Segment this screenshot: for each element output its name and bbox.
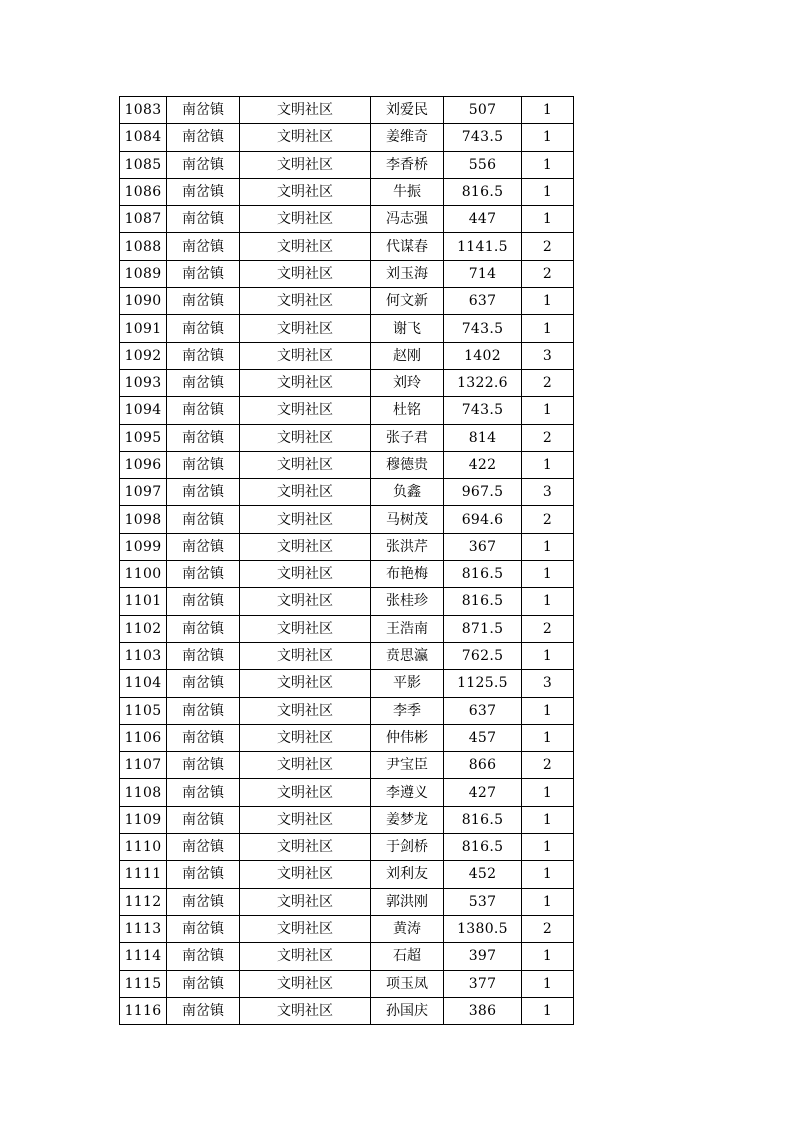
cell-serial-number: 1116 <box>120 997 167 1024</box>
cell-amount: 816.5 <box>444 178 522 205</box>
table-row <box>120 915 574 942</box>
cell-serial-number: 1090 <box>120 288 167 315</box>
cell-town: 南岔镇 <box>167 506 240 533</box>
cell-person-name: 姜维奇 <box>371 124 444 151</box>
cell-town: 南岔镇 <box>167 997 240 1024</box>
cell-person-name: 李遵义 <box>371 779 444 806</box>
cell-person-name: 石超 <box>371 943 444 970</box>
cell-count: 1 <box>522 397 574 424</box>
cell-person-name: 于剑桥 <box>371 834 444 861</box>
cell-person-name: 姜梦龙 <box>371 806 444 833</box>
cell-amount: 1380.5 <box>444 915 522 942</box>
cell-town: 南岔镇 <box>167 533 240 560</box>
cell-count: 3 <box>522 342 574 369</box>
cell-serial-number: 1087 <box>120 206 167 233</box>
cell-serial-number: 1114 <box>120 943 167 970</box>
cell-community: 文明社区 <box>240 642 371 669</box>
cell-community: 文明社区 <box>240 615 371 642</box>
cell-amount: 816.5 <box>444 834 522 861</box>
cell-amount: 816.5 <box>444 806 522 833</box>
cell-count: 1 <box>522 288 574 315</box>
cell-serial-number: 1092 <box>120 342 167 369</box>
cell-serial-number: 1108 <box>120 779 167 806</box>
cell-count: 2 <box>522 506 574 533</box>
cell-count: 2 <box>522 233 574 260</box>
cell-amount: 397 <box>444 943 522 970</box>
table-row <box>120 752 574 779</box>
cell-person-name: 谢飞 <box>371 315 444 342</box>
cell-count: 1 <box>522 97 574 124</box>
cell-serial-number: 1089 <box>120 260 167 287</box>
table-row <box>120 233 574 260</box>
cell-person-name: 贲思瀛 <box>371 642 444 669</box>
cell-serial-number: 1115 <box>120 970 167 997</box>
table-row <box>120 806 574 833</box>
cell-count: 3 <box>522 670 574 697</box>
cell-count: 1 <box>522 533 574 560</box>
cell-count: 1 <box>522 861 574 888</box>
cell-town: 南岔镇 <box>167 588 240 615</box>
cell-amount: 637 <box>444 288 522 315</box>
cell-serial-number: 1086 <box>120 178 167 205</box>
cell-town: 南岔镇 <box>167 561 240 588</box>
cell-serial-number: 1113 <box>120 915 167 942</box>
cell-serial-number: 1110 <box>120 834 167 861</box>
cell-town: 南岔镇 <box>167 178 240 205</box>
cell-count: 2 <box>522 915 574 942</box>
cell-town: 南岔镇 <box>167 806 240 833</box>
cell-amount: 452 <box>444 861 522 888</box>
cell-serial-number: 1112 <box>120 888 167 915</box>
cell-community: 文明社区 <box>240 861 371 888</box>
cell-community: 文明社区 <box>240 561 371 588</box>
cell-community: 文明社区 <box>240 888 371 915</box>
table-row <box>120 561 574 588</box>
cell-amount: 447 <box>444 206 522 233</box>
cell-town: 南岔镇 <box>167 451 240 478</box>
cell-community: 文明社区 <box>240 533 371 560</box>
cell-town: 南岔镇 <box>167 124 240 151</box>
table-row <box>120 315 574 342</box>
cell-town: 南岔镇 <box>167 151 240 178</box>
table-row <box>120 970 574 997</box>
cell-serial-number: 1101 <box>120 588 167 615</box>
cell-serial-number: 1100 <box>120 561 167 588</box>
table-row <box>120 342 574 369</box>
cell-amount: 1125.5 <box>444 670 522 697</box>
cell-community: 文明社区 <box>240 670 371 697</box>
cell-person-name: 王浩南 <box>371 615 444 642</box>
cell-community: 文明社区 <box>240 206 371 233</box>
cell-town: 南岔镇 <box>167 970 240 997</box>
table-row <box>120 206 574 233</box>
table-row <box>120 943 574 970</box>
cell-amount: 367 <box>444 533 522 560</box>
cell-person-name: 张洪芹 <box>371 533 444 560</box>
cell-community: 文明社区 <box>240 178 371 205</box>
table-row <box>120 451 574 478</box>
table-row <box>120 697 574 724</box>
cell-serial-number: 1104 <box>120 670 167 697</box>
table-row <box>120 260 574 287</box>
cell-serial-number: 1091 <box>120 315 167 342</box>
cell-count: 1 <box>522 451 574 478</box>
cell-count: 2 <box>522 369 574 396</box>
cell-town: 南岔镇 <box>167 233 240 260</box>
table-row <box>120 997 574 1024</box>
cell-amount: 743.5 <box>444 124 522 151</box>
cell-count: 2 <box>522 752 574 779</box>
cell-person-name: 尹宝臣 <box>371 752 444 779</box>
cell-amount: 422 <box>444 451 522 478</box>
cell-serial-number: 1107 <box>120 752 167 779</box>
table-row <box>120 178 574 205</box>
cell-community: 文明社区 <box>240 915 371 942</box>
cell-person-name: 布艳梅 <box>371 561 444 588</box>
cell-person-name: 代谋春 <box>371 233 444 260</box>
cell-town: 南岔镇 <box>167 670 240 697</box>
cell-community: 文明社区 <box>240 697 371 724</box>
cell-amount: 427 <box>444 779 522 806</box>
cell-community: 文明社区 <box>240 151 371 178</box>
table-row <box>120 533 574 560</box>
cell-community: 文明社区 <box>240 124 371 151</box>
cell-town: 南岔镇 <box>167 397 240 424</box>
cell-count: 1 <box>522 124 574 151</box>
cell-count: 1 <box>522 834 574 861</box>
cell-community: 文明社区 <box>240 752 371 779</box>
table-row <box>120 642 574 669</box>
cell-person-name: 刘爱民 <box>371 97 444 124</box>
cell-community: 文明社区 <box>240 834 371 861</box>
cell-count: 2 <box>522 424 574 451</box>
cell-serial-number: 1094 <box>120 397 167 424</box>
cell-amount: 694.6 <box>444 506 522 533</box>
cell-count: 1 <box>522 315 574 342</box>
cell-community: 文明社区 <box>240 588 371 615</box>
cell-serial-number: 1093 <box>120 369 167 396</box>
cell-person-name: 李季 <box>371 697 444 724</box>
data-table <box>119 96 574 1025</box>
cell-amount: 377 <box>444 970 522 997</box>
cell-amount: 866 <box>444 752 522 779</box>
table-row <box>120 397 574 424</box>
cell-town: 南岔镇 <box>167 206 240 233</box>
table-row <box>120 779 574 806</box>
cell-count: 1 <box>522 178 574 205</box>
cell-person-name: 刘玉海 <box>371 260 444 287</box>
cell-community: 文明社区 <box>240 451 371 478</box>
cell-community: 文明社区 <box>240 424 371 451</box>
cell-amount: 871.5 <box>444 615 522 642</box>
cell-count: 1 <box>522 970 574 997</box>
cell-amount: 743.5 <box>444 315 522 342</box>
cell-town: 南岔镇 <box>167 642 240 669</box>
cell-count: 1 <box>522 779 574 806</box>
cell-person-name: 黄涛 <box>371 915 444 942</box>
cell-count: 1 <box>522 697 574 724</box>
cell-amount: 762.5 <box>444 642 522 669</box>
table-row <box>120 479 574 506</box>
cell-town: 南岔镇 <box>167 861 240 888</box>
table-row <box>120 151 574 178</box>
table-row <box>120 424 574 451</box>
cell-person-name: 冯志强 <box>371 206 444 233</box>
cell-person-name: 郭洪刚 <box>371 888 444 915</box>
cell-person-name: 李香桥 <box>371 151 444 178</box>
cell-town: 南岔镇 <box>167 752 240 779</box>
table-row <box>120 124 574 151</box>
cell-community: 文明社区 <box>240 779 371 806</box>
cell-amount: 537 <box>444 888 522 915</box>
table-row <box>120 834 574 861</box>
cell-community: 文明社区 <box>240 260 371 287</box>
cell-amount: 507 <box>444 97 522 124</box>
cell-count: 1 <box>522 561 574 588</box>
cell-serial-number: 1097 <box>120 479 167 506</box>
cell-count: 2 <box>522 260 574 287</box>
cell-amount: 457 <box>444 724 522 751</box>
cell-serial-number: 1106 <box>120 724 167 751</box>
cell-community: 文明社区 <box>240 342 371 369</box>
cell-town: 南岔镇 <box>167 615 240 642</box>
cell-serial-number: 1084 <box>120 124 167 151</box>
table-body <box>120 97 574 1025</box>
cell-town: 南岔镇 <box>167 315 240 342</box>
cell-amount: 816.5 <box>444 588 522 615</box>
cell-town: 南岔镇 <box>167 342 240 369</box>
cell-town: 南岔镇 <box>167 697 240 724</box>
cell-person-name: 牛振 <box>371 178 444 205</box>
cell-count: 1 <box>522 206 574 233</box>
cell-count: 1 <box>522 588 574 615</box>
cell-count: 2 <box>522 615 574 642</box>
cell-community: 文明社区 <box>240 288 371 315</box>
cell-person-name: 杜铭 <box>371 397 444 424</box>
cell-count: 1 <box>522 997 574 1024</box>
table-row <box>120 724 574 751</box>
cell-amount: 967.5 <box>444 479 522 506</box>
cell-serial-number: 1109 <box>120 806 167 833</box>
cell-town: 南岔镇 <box>167 260 240 287</box>
cell-count: 1 <box>522 888 574 915</box>
cell-town: 南岔镇 <box>167 424 240 451</box>
cell-town: 南岔镇 <box>167 888 240 915</box>
cell-serial-number: 1111 <box>120 861 167 888</box>
cell-person-name: 张桂珍 <box>371 588 444 615</box>
cell-count: 1 <box>522 642 574 669</box>
table-row <box>120 588 574 615</box>
cell-amount: 1402 <box>444 342 522 369</box>
table-row <box>120 670 574 697</box>
cell-town: 南岔镇 <box>167 834 240 861</box>
cell-amount: 556 <box>444 151 522 178</box>
cell-person-name: 仲伟彬 <box>371 724 444 751</box>
table-row <box>120 861 574 888</box>
cell-community: 文明社区 <box>240 506 371 533</box>
cell-town: 南岔镇 <box>167 369 240 396</box>
cell-count: 3 <box>522 479 574 506</box>
cell-amount: 743.5 <box>444 397 522 424</box>
table-row <box>120 97 574 124</box>
cell-community: 文明社区 <box>240 943 371 970</box>
cell-amount: 714 <box>444 260 522 287</box>
cell-amount: 637 <box>444 697 522 724</box>
cell-serial-number: 1099 <box>120 533 167 560</box>
cell-person-name: 穆德贵 <box>371 451 444 478</box>
cell-community: 文明社区 <box>240 806 371 833</box>
cell-serial-number: 1102 <box>120 615 167 642</box>
cell-count: 1 <box>522 943 574 970</box>
cell-community: 文明社区 <box>240 233 371 260</box>
cell-town: 南岔镇 <box>167 479 240 506</box>
cell-person-name: 项玉凤 <box>371 970 444 997</box>
cell-person-name: 刘玲 <box>371 369 444 396</box>
cell-person-name: 赵刚 <box>371 342 444 369</box>
cell-community: 文明社区 <box>240 97 371 124</box>
cell-amount: 1141.5 <box>444 233 522 260</box>
cell-town: 南岔镇 <box>167 288 240 315</box>
cell-town: 南岔镇 <box>167 779 240 806</box>
cell-serial-number: 1085 <box>120 151 167 178</box>
cell-person-name: 平影 <box>371 670 444 697</box>
cell-person-name: 张子君 <box>371 424 444 451</box>
cell-person-name: 何文新 <box>371 288 444 315</box>
cell-count: 1 <box>522 151 574 178</box>
cell-serial-number: 1098 <box>120 506 167 533</box>
table-row <box>120 506 574 533</box>
table-row <box>120 615 574 642</box>
cell-town: 南岔镇 <box>167 724 240 751</box>
cell-amount: 816.5 <box>444 561 522 588</box>
cell-amount: 814 <box>444 424 522 451</box>
cell-community: 文明社区 <box>240 724 371 751</box>
cell-amount: 1322.6 <box>444 369 522 396</box>
cell-town: 南岔镇 <box>167 97 240 124</box>
table-row <box>120 888 574 915</box>
cell-serial-number: 1096 <box>120 451 167 478</box>
cell-town: 南岔镇 <box>167 915 240 942</box>
cell-person-name: 负鑫 <box>371 479 444 506</box>
table-row <box>120 288 574 315</box>
cell-serial-number: 1103 <box>120 642 167 669</box>
cell-community: 文明社区 <box>240 970 371 997</box>
cell-serial-number: 1105 <box>120 697 167 724</box>
cell-serial-number: 1083 <box>120 97 167 124</box>
cell-community: 文明社区 <box>240 397 371 424</box>
cell-count: 1 <box>522 724 574 751</box>
cell-serial-number: 1095 <box>120 424 167 451</box>
cell-serial-number: 1088 <box>120 233 167 260</box>
cell-town: 南岔镇 <box>167 943 240 970</box>
cell-amount: 386 <box>444 997 522 1024</box>
cell-count: 1 <box>522 806 574 833</box>
table-row <box>120 369 574 396</box>
cell-person-name: 刘利友 <box>371 861 444 888</box>
cell-community: 文明社区 <box>240 479 371 506</box>
cell-community: 文明社区 <box>240 315 371 342</box>
cell-community: 文明社区 <box>240 997 371 1024</box>
cell-person-name: 马树茂 <box>371 506 444 533</box>
cell-community: 文明社区 <box>240 369 371 396</box>
cell-person-name: 孙国庆 <box>371 997 444 1024</box>
